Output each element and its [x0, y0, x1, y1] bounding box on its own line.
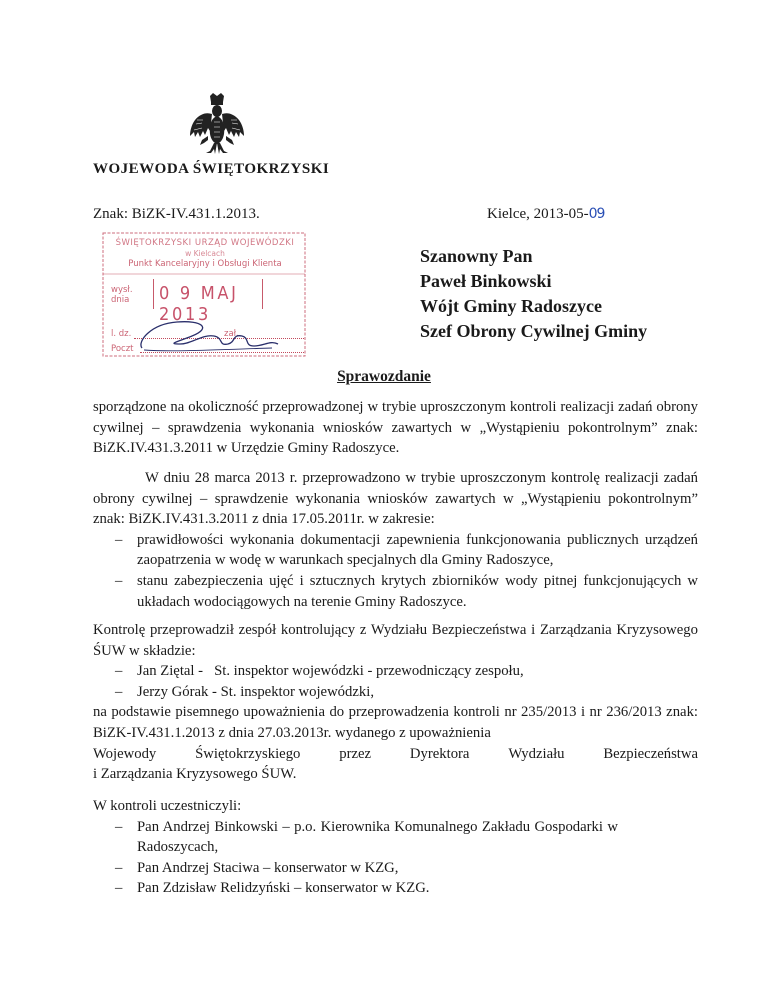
- participant: Pan Andrzej Binkowski – p.o. Kierownika Komunalnego Zakładu Gospodarki w Radoszycach,: [137, 818, 618, 856]
- team-member: Jerzy Górak - St. inspektor wojewódzki,: [137, 683, 374, 700]
- inspection-team-paragraph: [93, 620, 698, 785]
- scope-text: W dniu 28 marca 2013 r. przeprowadzono w trybie uproszczonym kontrolę realizacji zadań obrony cywilnej – sprawdzenie wykonania wniosków zawartych w „Wystąpieniu pokontrolnym” znak: BiZK.IV.431.3.2011 z dnia 17.05.2011r. w zakresie:: [93, 470, 698, 528]
- participant: Pan Andrzej Staciwa – konserwator w KZG,: [137, 859, 399, 876]
- list-item: – Jan Ziętal - St. inspektor wojewódzki - przewodniczący zespołu,: [115, 663, 524, 680]
- participants-intro: W kontroli uczestniczyli:: [93, 798, 242, 814]
- list-item: – Jerzy Górak - St. inspektor wojewódzki,: [115, 683, 374, 700]
- list-item-text: stanu zabezpieczenia ujęć i sztucznych krytych zbiorników wody pitnej funkcjonujących w układach wodociągowych na terenie Gminy Radoszyce.: [137, 572, 698, 610]
- list-item: – stanu zabezpieczenia ujęć i sztucznych krytych zbiorników wody pitnej funkcjonujących w układach wodociągowych na terenie Gminy Radoszyce.: [115, 572, 698, 610]
- authority-name: WOJEWODA ŚWIĘTOKRZYSKI: [93, 161, 330, 177]
- stamp-label-zal: zał.: [224, 329, 239, 339]
- stamp-label-ldz: l. dz.: [111, 329, 132, 339]
- team-basis: na podstawie pisemnego upoważnienia do przeprowadzenia kontroli nr 235/2013 i nr 236/2013 znak: BiZK-IV.431.1.2013 z dnia 27.03.2013r. wydanego z upoważnienia: [93, 704, 698, 741]
- intro-text: sporządzone na okoliczność przeprowadzonej w trybie uproszczonym kontroli realizacji zadań obrony cywilnej – sprawdzenia wykonania wniosków zawartych w „Wystąpieniu pokontrolnym” znak: BiZK.IV.431.3.2011 w Urzędzie Gminy Radoszyce.: [93, 399, 698, 457]
- stamp-label-sent: [111, 285, 133, 305]
- stamp-label-dnia: dnia: [111, 295, 130, 305]
- stamp-office-name: ŚWIĘTOKRZYSKI URZĄD WOJEWÓDZKI: [115, 238, 295, 248]
- date-day-handwritten: 09: [588, 206, 605, 222]
- document-title: [0, 368, 768, 386]
- eagle-emblem-icon: [188, 92, 246, 156]
- list-item-text: prawidłowości wykonania dokumentacji zapewnienia funkcjonowania publicznych urządzeń zaopatrzenia w wodę w warunkach specjalnych dla Gminy Radoszyce,: [137, 531, 698, 569]
- addressee-line: Paweł Binkowski: [420, 271, 552, 291]
- word: Świętokrzyskiego: [195, 745, 301, 762]
- addressee-line: Wójt Gminy Radoszyce: [420, 296, 602, 316]
- list-item: – prawidłowości wykonania dokumentacji zapewnienia funkcjonowania publicznych urządzeń zaopatrzenia w wodę w warunkach specjalnych dla Gminy Radoszyce,: [115, 531, 698, 569]
- document-title-text: Sprawozdanie: [337, 368, 431, 385]
- word: Wojewody: [93, 745, 157, 762]
- participant: Pan Zdzisław Relidzyński – konserwator w KZG.: [137, 880, 430, 897]
- stamp-department: Punkt Kancelaryjny i Obsługi Klienta: [128, 259, 282, 269]
- stamp-label-wysl: wysł.: [111, 285, 133, 295]
- stamp-date: 0 9 MAJ 2013: [159, 283, 239, 325]
- registry-stamp: [102, 232, 306, 357]
- reference-number: Znak: BiZK-IV.431.1.2013.: [93, 206, 260, 222]
- team-basis-spread-line: [93, 744, 698, 765]
- handwritten-signature-icon: [132, 314, 282, 356]
- place-date-printed: Kielce, 2013-05-: [487, 206, 589, 222]
- place-date: [487, 206, 604, 223]
- word: Bezpieczeństwa: [603, 745, 698, 762]
- word: Dyrektora: [409, 745, 470, 762]
- addressee-line: Szanowny Pan: [420, 246, 533, 266]
- inspection-scope-paragraph: [93, 468, 698, 612]
- team-basis-last: i Zarządzania Kryzysowego ŚUW.: [93, 766, 297, 783]
- word: Wydziału: [508, 745, 565, 762]
- stamp-label-poczta: Poczt: [111, 344, 134, 354]
- intro-paragraph: [93, 397, 698, 459]
- participants-paragraph: [93, 796, 698, 899]
- word: przez: [339, 745, 372, 762]
- list-item: – Pan Andrzej Binkowski – p.o. Kierownika Komunalnego Zakładu Gospodarki w Radoszycach,: [115, 818, 618, 856]
- team-intro: Kontrolę przeprowadził zespół kontrolujący z Wydziału Bezpieczeństwa i Zarządzania Kryzysowego ŚUW w składzie:: [93, 622, 698, 659]
- addressee-block: [420, 244, 647, 344]
- addressee-line: Szef Obrony Cywilnej Gminy: [420, 321, 648, 341]
- list-item: – Pan Zdzisław Relidzyński – konserwator w KZG.: [115, 880, 430, 897]
- stamp-city: w Kielcach: [185, 249, 225, 258]
- list-item: – Pan Andrzej Staciwa – konserwator w KZG,: [115, 859, 399, 876]
- team-member: Jan Ziętal - St. inspektor wojewódzki - przewodniczący zespołu,: [137, 663, 524, 680]
